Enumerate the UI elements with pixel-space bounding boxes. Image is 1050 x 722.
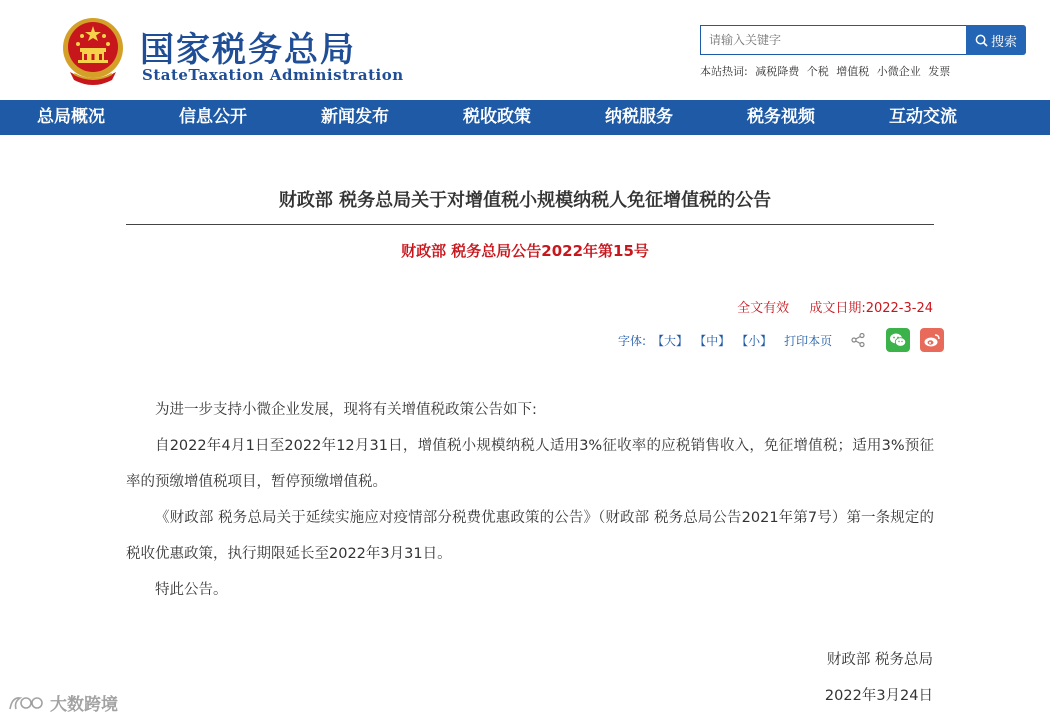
font-small-button[interactable]: 【小】: [736, 333, 773, 348]
hotwords-label: 本站热词:: [700, 65, 748, 78]
watermark-logo-icon: [8, 693, 44, 713]
nav-item-info-disclosure[interactable]: 信息公开: [179, 107, 247, 127]
nav-item-interaction[interactable]: 互动交流: [889, 107, 957, 127]
search-button-label: 搜索: [990, 34, 1017, 50]
article-paragraph: 为进一步支持小微企业发展，现将有关增值税政策公告如下:: [155, 402, 537, 418]
site-header: [0, 0, 1050, 100]
article-paragraph: 自2022年4月1日至2022年12月31日，增值税小规模纳税人适用3%征收率的应税销售收入，免征增值税；适用3%预征率的预缴增值税项目，暂停预缴增值税。: [126, 438, 934, 490]
validity-status: 全文有效: [737, 301, 790, 316]
article-paragraph: 特此公告。: [155, 582, 228, 598]
watermark: [8, 690, 118, 715]
hotwords: [700, 63, 954, 79]
document-number: 财政部 税务总局公告2022年第15号: [401, 242, 649, 260]
signature-organization: 财政部 税务总局: [826, 652, 933, 668]
search-input[interactable]: [700, 25, 966, 55]
hotword-link[interactable]: 个税: [806, 65, 829, 78]
hotword-link[interactable]: 减税降费: [755, 65, 800, 78]
nav-item-news[interactable]: 新闻发布: [321, 107, 389, 127]
article-toolbar: [618, 327, 944, 353]
hotword-link[interactable]: 小微企业: [876, 65, 921, 78]
print-button[interactable]: 打印本页: [784, 333, 833, 348]
search-button[interactable]: [966, 25, 1026, 55]
article-title: 财政部 税务总局关于对增值税小规模纳税人免征增值税的公告: [278, 190, 772, 211]
main-nav: [0, 100, 1050, 135]
nav-item-taxpayer-service[interactable]: 纳税服务: [605, 107, 673, 127]
document-date: 成文日期:2022-3-24: [809, 301, 933, 316]
article-paragraph: 《财政部 税务总局关于延续实施应对疫情部分税费优惠政策的公告》（财政部 税务总局公告2021年第7号）第一条规定的税收优惠政策，执行期限延长至2022年3月31日。: [126, 510, 934, 562]
share-icon[interactable]: [850, 332, 866, 348]
font-size-label: 字体:: [618, 333, 647, 348]
article-body: [126, 392, 934, 608]
font-large-button[interactable]: 【大】: [652, 333, 689, 348]
title-divider: [126, 224, 934, 225]
search-icon: [975, 34, 988, 47]
article-meta: [737, 297, 933, 316]
hotword-link[interactable]: 增值税: [836, 65, 870, 78]
site-subtitle: StateTaxation Administration: [142, 66, 404, 84]
weibo-icon[interactable]: [920, 328, 944, 352]
site-title[interactable]: 国家税务总局: [140, 30, 356, 70]
nav-item-tax-policy[interactable]: 税收政策: [463, 107, 531, 127]
hotword-link[interactable]: 发票: [928, 65, 951, 78]
wechat-icon[interactable]: [886, 328, 910, 352]
national-emblem-icon: [60, 14, 126, 86]
watermark-text: 大数跨境: [50, 695, 118, 715]
nav-item-overview[interactable]: 总局概况: [37, 107, 105, 127]
font-medium-button[interactable]: 【中】: [694, 333, 731, 348]
signature-date: 2022年3月24日: [824, 688, 933, 704]
nav-item-tax-video[interactable]: 税务视频: [747, 107, 815, 127]
